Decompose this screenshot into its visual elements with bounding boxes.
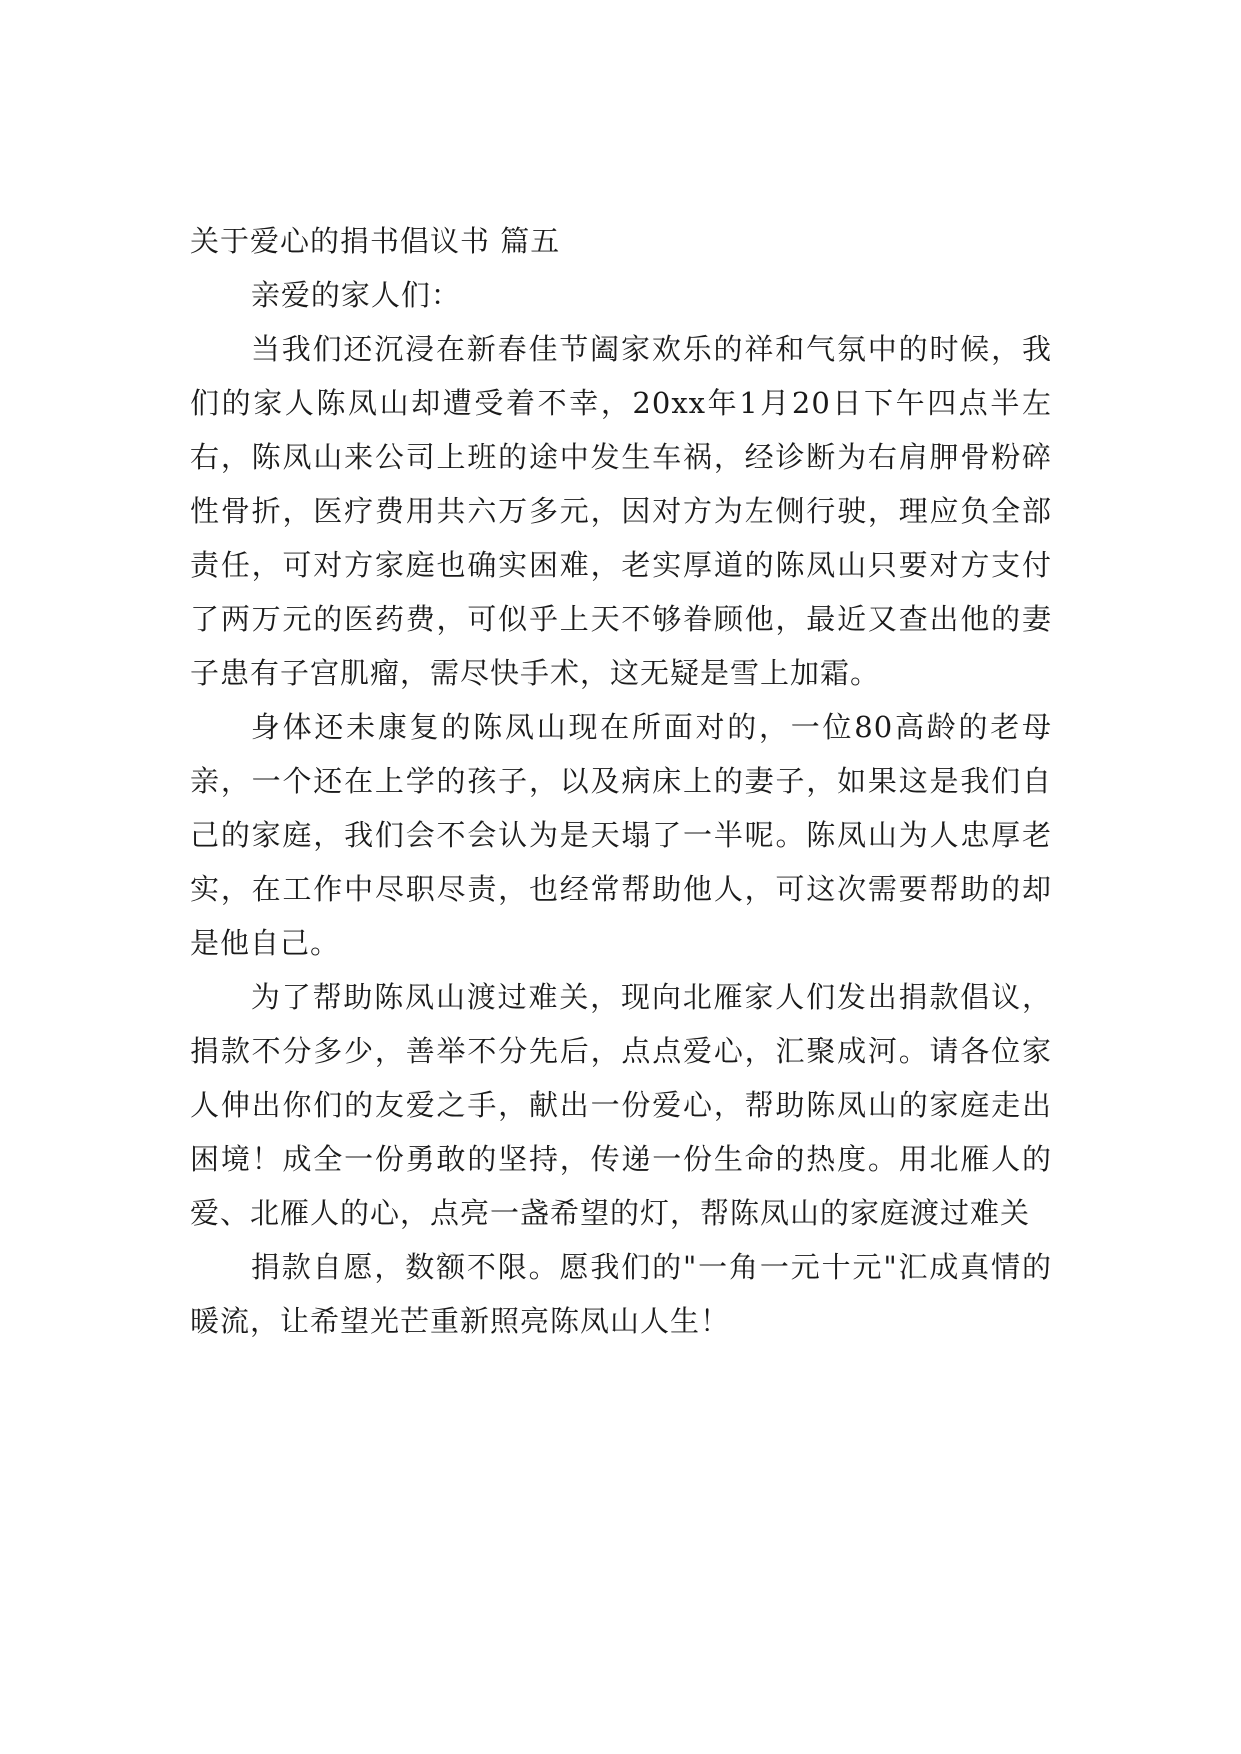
paragraph-1: 当我们还沉浸在新春佳节阖家欢乐的祥和气氛中的时候，我们的家人陈凤山却遭受着不幸，20xx年1月20日下午四点半左右，陈凤山来公司上班的途中发生车祸，经诊断为右肩胛骨粉碎性骨折，医疗费用共六万多元，因对方为左侧行驶，理应负全部责任，可对方家庭也确实困难，老实厚道的陈凤山只要对方支付了两万元的医药费，可似乎上天不够眷顾他，最近又查出他的妻子患有子宫肌瘤，需尽快手术，这无疑是雪上加霜。 bbox=[190, 332, 1052, 690]
paragraph-4: 捐款自愿，数额不限。愿我们的"一角一元十元"汇成真情的暖流，让希望光芒重新照亮陈凤山人生！ bbox=[190, 1250, 1052, 1338]
paragraph-3: 为了帮助陈凤山渡过难关，现向北雁家人们发出捐款倡议，捐款不分多少，善举不分先后，点点爱心，汇聚成河。请各位家人伸出你们的友爱之手，献出一份爱心，帮助陈凤山的家庭走出困境！成全一份勇敢的坚持，传递一份生命的热度。用北雁人的爱、北雁人的心，点亮一盏希望的灯，帮陈凤山的家庭渡过难关 bbox=[190, 980, 1052, 1230]
paragraph-2: 身体还未康复的陈凤山现在所面对的，一位80高龄的老母亲，一个还在上学的孩子，以及病床上的妻子，如果这是我们自己的家庭，我们会不会认为是天塌了一半呢。陈凤山为人忠厚老实，在工作中尽职尽责，也经常帮助他人，可这次需要帮助的却是他自己。 bbox=[190, 710, 1052, 960]
document-body bbox=[190, 214, 1052, 1348]
salutation: 亲爱的家人们： bbox=[250, 278, 461, 312]
document-title: 关于爱心的捐书倡议书 篇五 bbox=[190, 224, 561, 258]
